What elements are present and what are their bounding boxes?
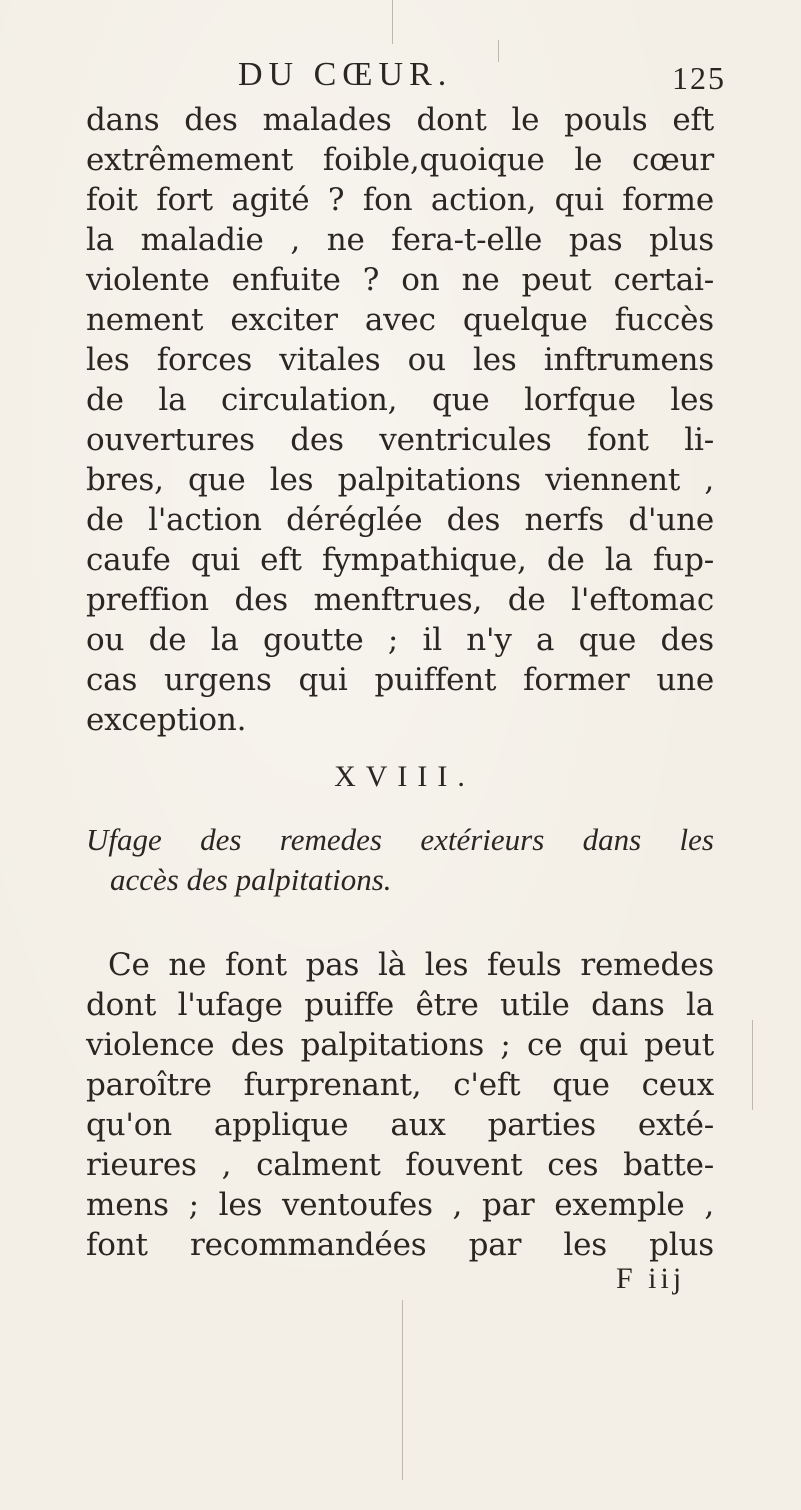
text-line: violente enfuite ? on ne peut certai- [86,262,714,298]
text-line: dont l'ufage puiffe être utile dans la [86,987,714,1023]
text-line: la maladie , ne fera-t-elle pas plus [86,222,714,258]
section-title-line-1: Ufage des remedes extérieurs dans les [86,822,714,857]
text-line: dans des malades dont le pouls eft [86,102,714,138]
text-line: rieures , calment fouvent ces batte- [86,1147,714,1183]
text-line: qu'on applique aux parties exté- [86,1107,714,1143]
text-line: font recommandées par les plus [86,1227,714,1263]
paper-fiber-mark [752,1020,753,1110]
paper-fiber-mark [498,40,499,62]
text-line: de l'action déréglée des nerfs d'une [86,502,714,538]
text-line: Ce ne font pas là les feuls remedes [108,947,714,983]
paper-fiber-mark [402,1300,403,1480]
running-head: DU CŒUR. [238,56,453,93]
text-line: ou de la goutte ; il n'y a que des [86,622,714,658]
text-line: extrêmement foible,quoique le cœur [86,142,714,178]
text-line: exception. [86,702,247,738]
text-line: preffion des menftrues, de l'eftomac [86,582,714,618]
text-line: cas urgens qui puiffent former une [86,662,714,698]
text-line: ouvertures des ventricules font li- [86,422,714,458]
text-line: de la circulation, que lorfque les [86,382,714,418]
text-line: bres, que les palpitations viennent , [86,462,714,498]
signature-mark: F iij [616,1262,686,1295]
page-number: 125 [672,60,726,96]
text-line: foit fort agité ? fon action, qui forme [86,182,714,218]
text-line: mens ; les ventoufes , par exemple , [86,1187,714,1223]
text-line: paroître furprenant, c'eft que ceux [86,1067,714,1103]
text-line: les forces vitales ou les inftrumens [86,342,714,378]
section-title-line-2: accès des palpitations. [110,862,392,897]
text-line: violence des palpitations ; ce qui peut [86,1027,714,1063]
page-header [0,50,801,98]
text-line: caufe qui eft fympathique, de la fup- [86,542,714,578]
text-line: nement exciter avec quelque fuccès [86,302,714,338]
section-number: XVIII. [334,760,475,793]
paper-fiber-mark [392,0,393,44]
